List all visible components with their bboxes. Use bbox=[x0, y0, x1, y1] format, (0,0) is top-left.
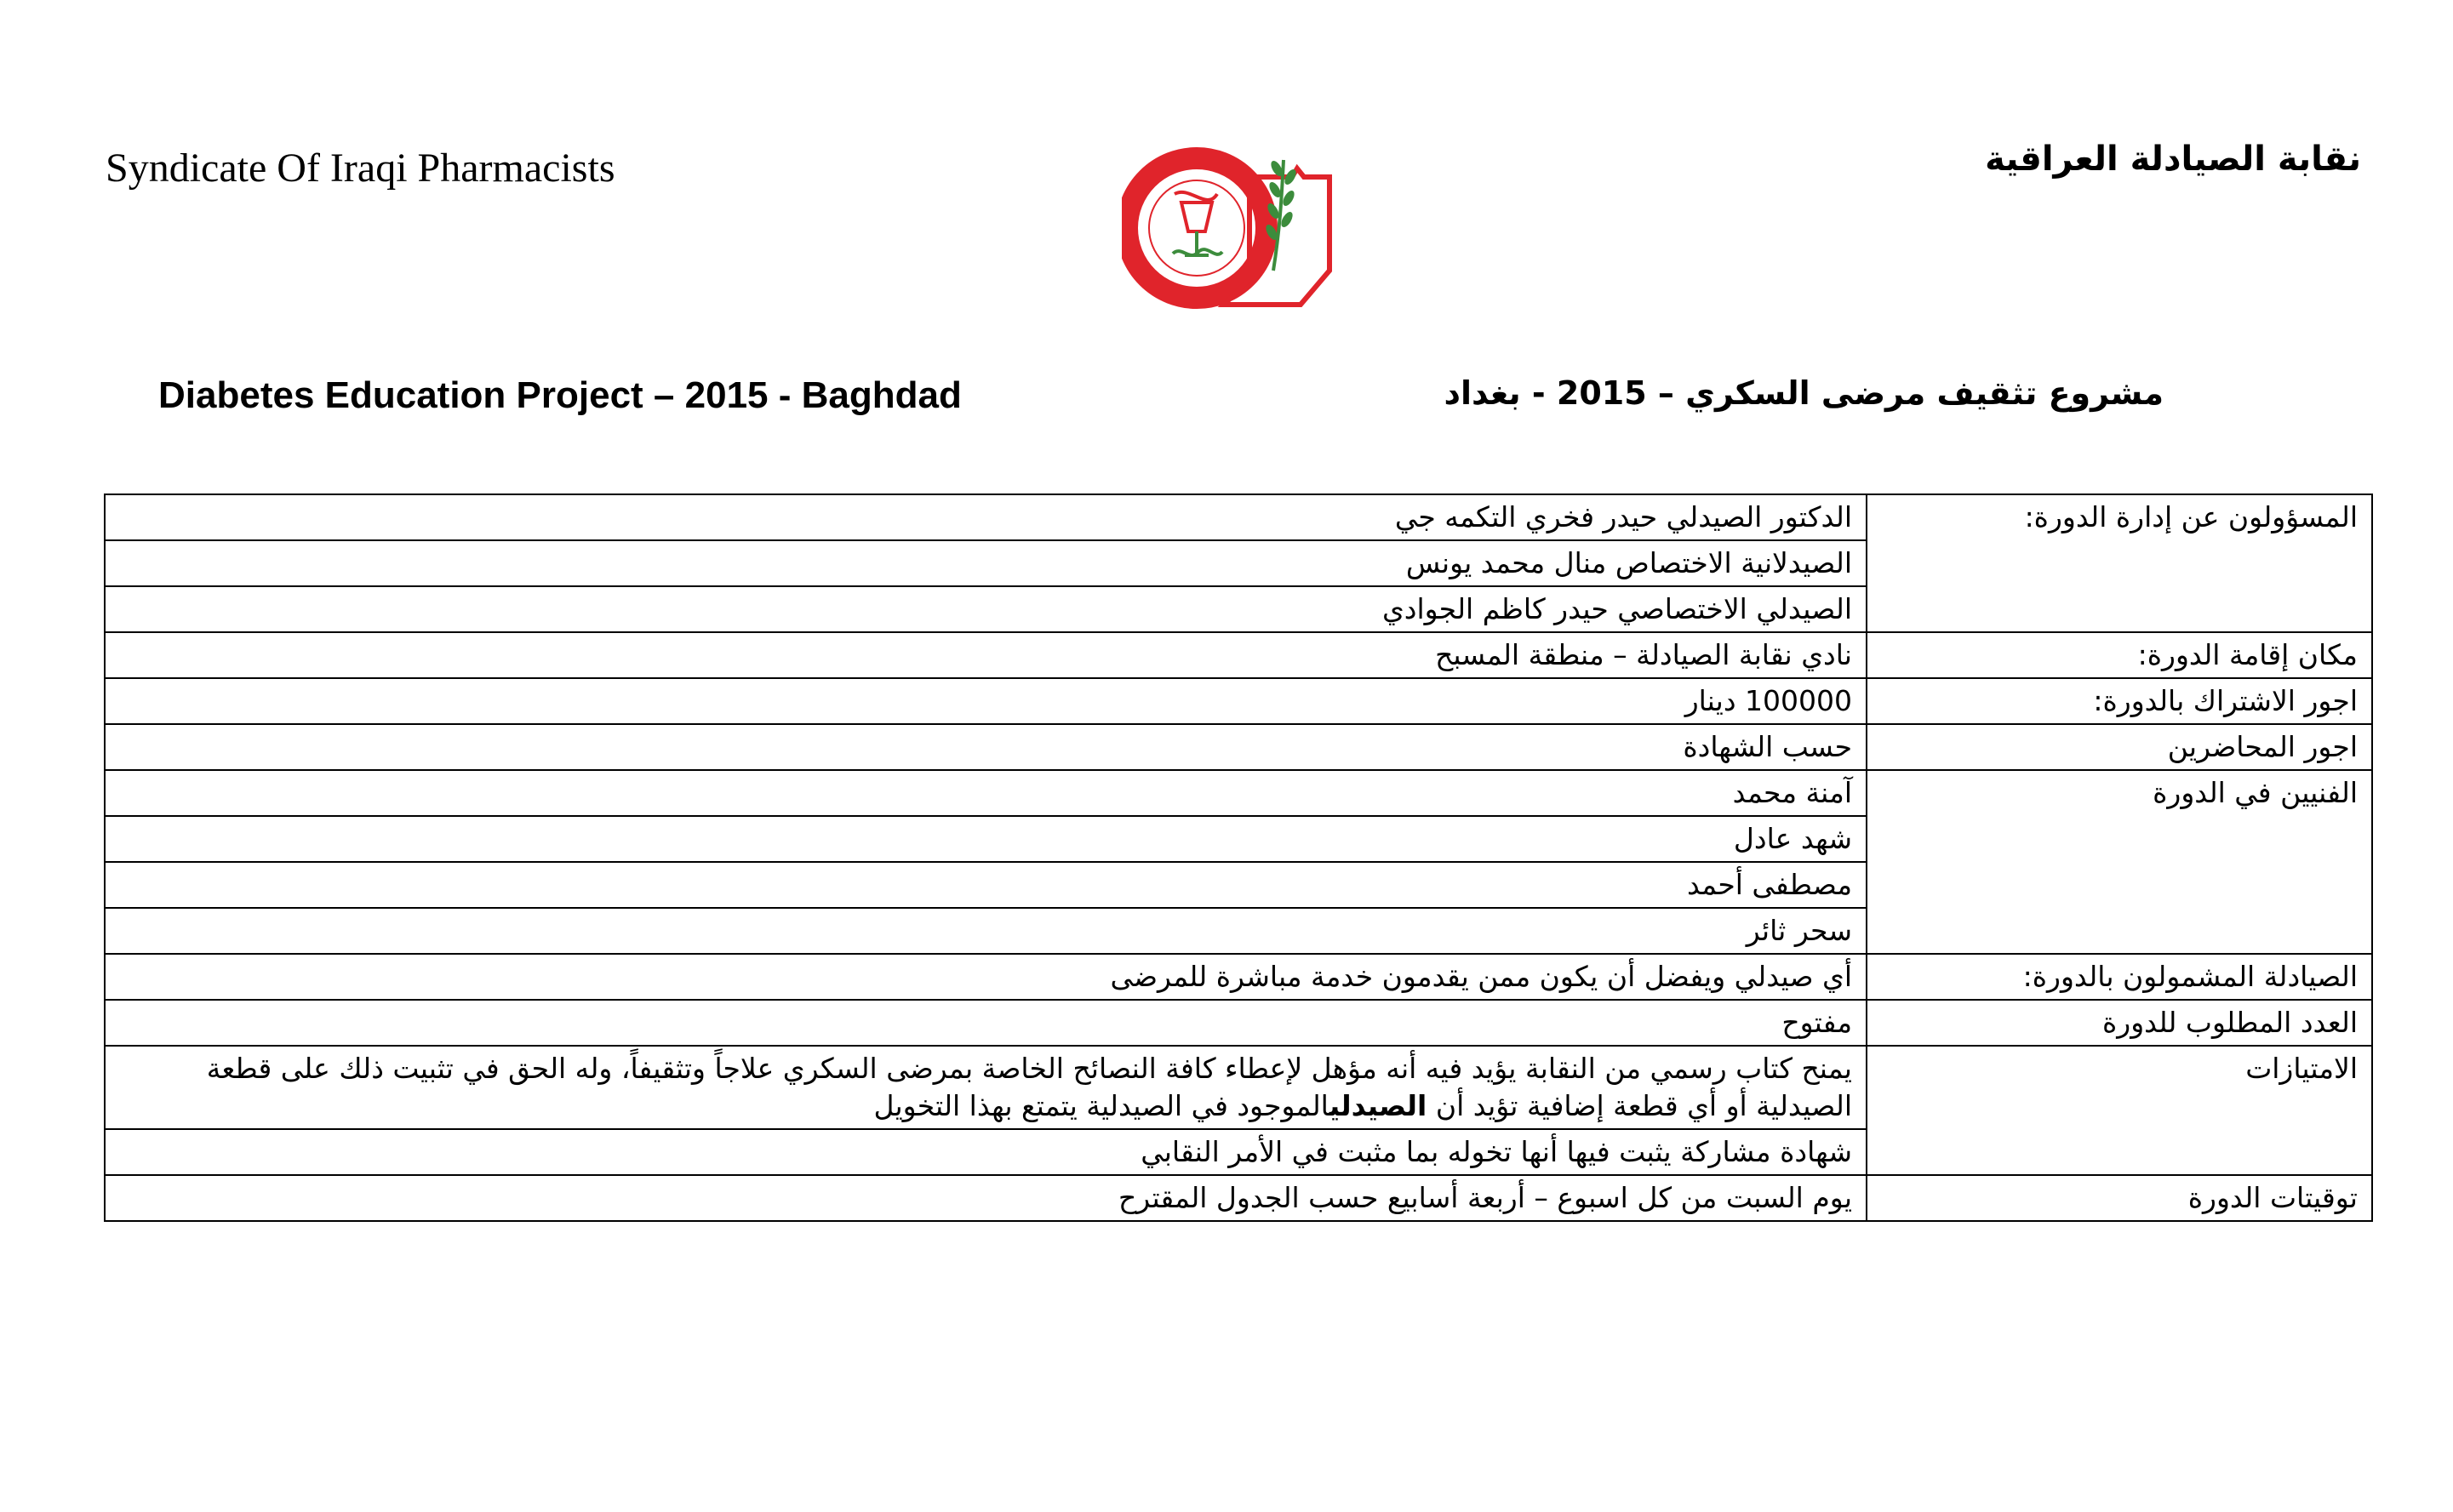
schedule-value: يوم السبت من كل اسبوع – أربعة أسابيع حسب الجدول المقترح bbox=[105, 1175, 1867, 1221]
course-info-table bbox=[104, 494, 2373, 1222]
privileges-value-2: شهادة مشاركة يثبت فيها أنها تخوله بما مثبت في الأمر النقابي bbox=[105, 1129, 1867, 1175]
table-row bbox=[105, 954, 2372, 1000]
technician-2: شهد عادل bbox=[105, 816, 1867, 862]
count-label: العدد المطلوب للدورة bbox=[1867, 1000, 2372, 1046]
table-row bbox=[105, 678, 2372, 724]
table-row bbox=[105, 724, 2372, 770]
eligible-value: أي صيدلي ويفضل أن يكون ممن يقدمون خدمة مباشرة للمرضى bbox=[105, 954, 1867, 1000]
privileges-text-part2: الموجود في الصيدلية يتمتع بهذا التخويل bbox=[873, 1089, 1329, 1122]
fee-value: 100000 دينار bbox=[105, 678, 1867, 724]
privileges-text-part1: يمنح كتاب رسمي من النقابة يؤيد فيه أنه مؤهل لإعطاء كافة النصائح الخاصة بمرضى السكري علاجاً وتثقيفاً، وله الحق في تثبيت ذلك على قطعة الصيدلية أو أي قطعة إضافية تؤيد أن bbox=[206, 1052, 1852, 1122]
lecturer-fees-value: حسب الشهادة bbox=[105, 724, 1867, 770]
title-arabic: مشروع تثقيف مرضى السكري – 2015 - بغداد bbox=[1444, 374, 2164, 412]
table-row bbox=[105, 1000, 2372, 1046]
table-row bbox=[105, 770, 2372, 816]
table-row bbox=[105, 494, 2372, 540]
venue-value: نادي نقابة الصيادلة – منطقة المسبح bbox=[105, 632, 1867, 678]
table-row bbox=[105, 1175, 2372, 1221]
management-value-2: الصيدلانية الاختصاص منال محمد يونس bbox=[105, 540, 1867, 586]
technician-1: آمنة محمد bbox=[105, 770, 1867, 816]
table-row bbox=[105, 1046, 2372, 1129]
org-name-arabic: نقابة الصيادلة العراقية bbox=[1985, 140, 2361, 179]
management-value-1: الدكتور الصيدلي حيدر فخري التكمه جي bbox=[105, 494, 1867, 540]
technicians-label: الفنيين في الدورة bbox=[1867, 770, 2372, 954]
management-value-3: الصيدلي الاختصاصي حيدر كاظم الجوادي bbox=[105, 586, 1867, 632]
fee-label: اجور الاشتراك بالدورة: bbox=[1867, 678, 2372, 724]
table-row bbox=[105, 632, 2372, 678]
org-name-english: Syndicate Of Iraqi Pharmacists bbox=[106, 145, 615, 191]
privileges-text-bold: الصيدلي bbox=[1329, 1089, 1427, 1122]
title-english: Diabetes Education Project – 2015 - Baghdad bbox=[158, 374, 962, 416]
eligible-label: الصيادلة المشمولون بالدورة: bbox=[1867, 954, 2372, 1000]
schedule-label: توقيتات الدورة bbox=[1867, 1175, 2372, 1221]
technician-4: سحر ثائر bbox=[105, 908, 1867, 954]
count-value: مفتوح bbox=[105, 1000, 1867, 1046]
venue-label: مكان إقامة الدورة: bbox=[1867, 632, 2372, 678]
lecturer-fees-label: اجور المحاضرين bbox=[1867, 724, 2372, 770]
privileges-value-1 bbox=[105, 1046, 1867, 1129]
management-label: المسؤولون عن إدارة الدورة: bbox=[1867, 494, 2372, 632]
privileges-label: الامتيازات bbox=[1867, 1046, 2372, 1175]
syndicate-logo bbox=[1122, 143, 1345, 311]
technician-3: مصطفى أحمد bbox=[105, 862, 1867, 908]
